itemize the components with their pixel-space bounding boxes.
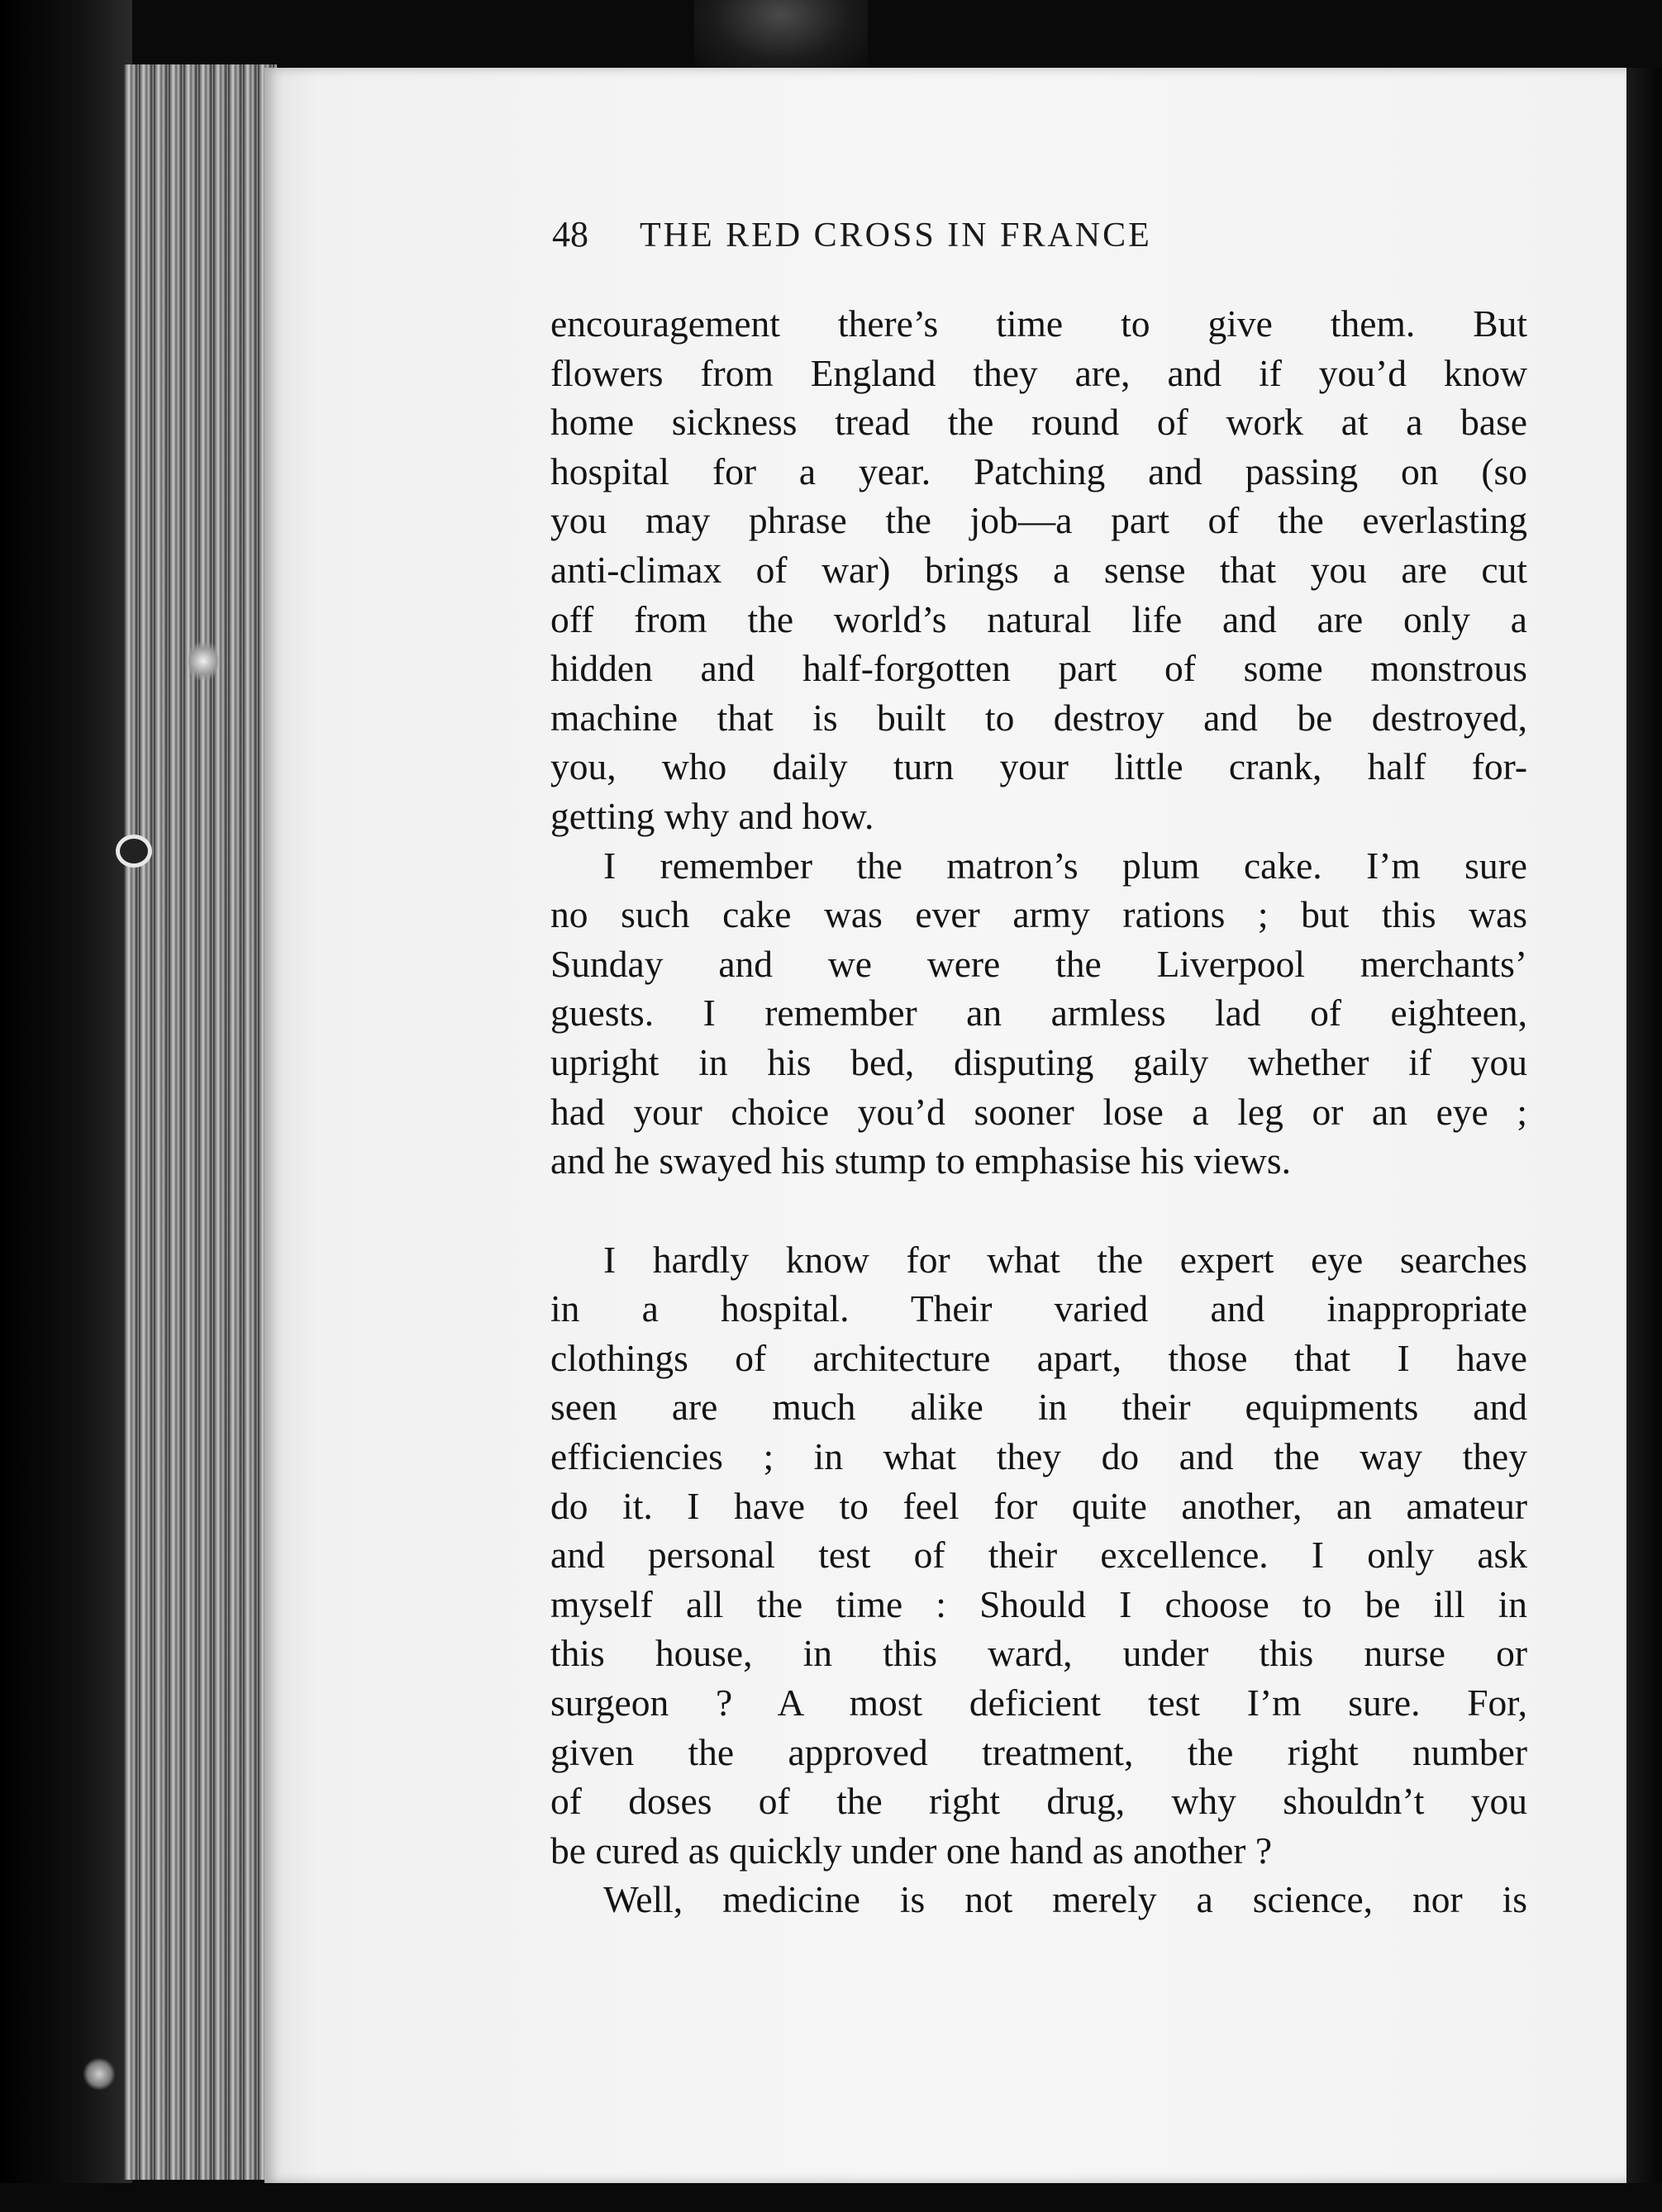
text-line: I hardly know for what the expert eye searches <box>603 1238 1527 1281</box>
text-line: and he swayed his stump to emphasise his views. <box>550 1139 1291 1182</box>
page-edges-stack <box>124 64 277 2180</box>
running-head <box>552 213 1379 271</box>
scan-background-left <box>0 0 132 2212</box>
text-line: off from the world’s natural life and are only a <box>550 597 1527 640</box>
text-line: seen are much alike in their equipments and <box>550 1386 1527 1429</box>
running-title: THE RED CROSS IN FRANCE <box>640 216 1152 254</box>
scan-speck <box>83 2057 116 2091</box>
text-line: getting why and how. <box>550 794 874 837</box>
body-text <box>550 299 1527 1924</box>
text-line: guests. I remember an armless lad of eighteen, <box>550 992 1527 1035</box>
scan-speck <box>188 636 218 686</box>
text-line: myself all the time : Should I choose to be ill in <box>550 1582 1527 1625</box>
text-line: had your choice you’d sooner lose a leg or an eye ; <box>550 1090 1527 1133</box>
text-line: hidden and half-forgotten part of some monstrous <box>550 647 1527 690</box>
scan-speck <box>116 835 152 868</box>
text-line: machine that is built to destroy and be destroyed, <box>550 696 1527 739</box>
scan-background-bottom <box>0 2183 1662 2212</box>
text-line: do it. I have to feel for quite another, an amateur <box>550 1484 1527 1527</box>
text-line: this house, in this ward, under this nurse or <box>550 1632 1527 1675</box>
text-line: you may phrase the job—a part of the everlasting <box>550 499 1527 542</box>
text-line: efficiencies ; in what they do and the way they <box>550 1435 1527 1478</box>
text-line: given the approved treatment, the right number <box>550 1730 1527 1773</box>
scan-background-right <box>1626 68 1662 2183</box>
text-line: Sunday and we were the Liverpool merchants’ <box>550 942 1527 985</box>
section-break <box>550 1186 1527 1235</box>
text-line: I remember the matron’s plum cake. I’m sure <box>603 844 1527 887</box>
text-line: be cured as quickly under one hand as another ? <box>550 1829 1273 1872</box>
text-line: upright in his bed, disputing gaily whether if you <box>550 1040 1527 1083</box>
text-line: home sickness tread the round of work at a base <box>550 401 1527 444</box>
text-line: and personal test of their excellence. I only ask <box>550 1534 1527 1577</box>
text-line: of doses of the right drug, why shouldn’t you <box>550 1780 1527 1823</box>
page-number: 48 <box>552 214 588 254</box>
book-binding-top <box>694 0 868 74</box>
text-line: surgeon ? A most deficient test I’m sure. For, <box>550 1682 1527 1724</box>
text-line: flowers from England they are, and if you’d know <box>550 351 1527 394</box>
text-line: in a hospital. Their varied and inappropriate <box>550 1287 1527 1330</box>
text-line: clothings of architecture apart, those that I have <box>550 1336 1527 1379</box>
text-line: no such cake was ever army rations ; but this was <box>550 893 1527 936</box>
text-line: Well, medicine is not merely a science, nor is <box>603 1878 1527 1921</box>
text-line: encouragement there’s time to give them. But <box>550 302 1527 345</box>
text-line: you, who daily turn your little crank, half for- <box>550 745 1527 788</box>
text-line: hospital for a year. Patching and passing on (so <box>550 450 1527 492</box>
text-line: anti-climax of war) brings a sense that you are cut <box>550 548 1527 591</box>
